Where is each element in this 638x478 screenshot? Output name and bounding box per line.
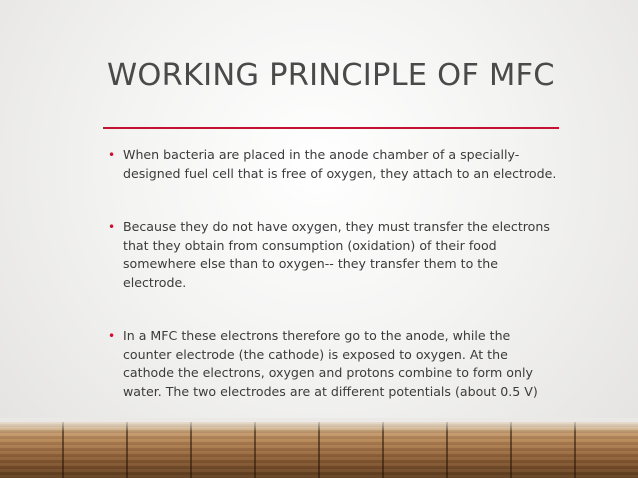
title-underline [103,127,559,129]
bullet-item [108,146,558,183]
bullet-text: Because they do not have oxygen, they must transfer the electrons that they obtain from consumption (oxidation) of their food somewhere else than to oxygen-- they transfer them to the electrode. [123,219,550,290]
bullet-list [108,146,558,401]
slide-title: WORKING PRINCIPLE OF MFC [107,58,555,93]
bullet-item [108,218,558,292]
bullet-text: In a MFC these electrons therefore go to the anode, while the counter electrode (the cathode) is exposed to oxygen. At the cathode the electrons, oxygen and protons combine to form only water. The two electrodes are at different potentials (about 0.5 V) [123,328,538,399]
floor-fade-edge [0,418,638,432]
bullet-text: When bacteria are placed in the anode chamber of a specially-designed fuel cell that is free of oxygen, they attach to an electrode. [123,147,557,181]
bullet-marker-icon: • [108,329,116,343]
bullet-item [108,327,558,401]
bullet-marker-icon: • [108,220,116,234]
bullet-marker-icon: • [108,148,116,162]
